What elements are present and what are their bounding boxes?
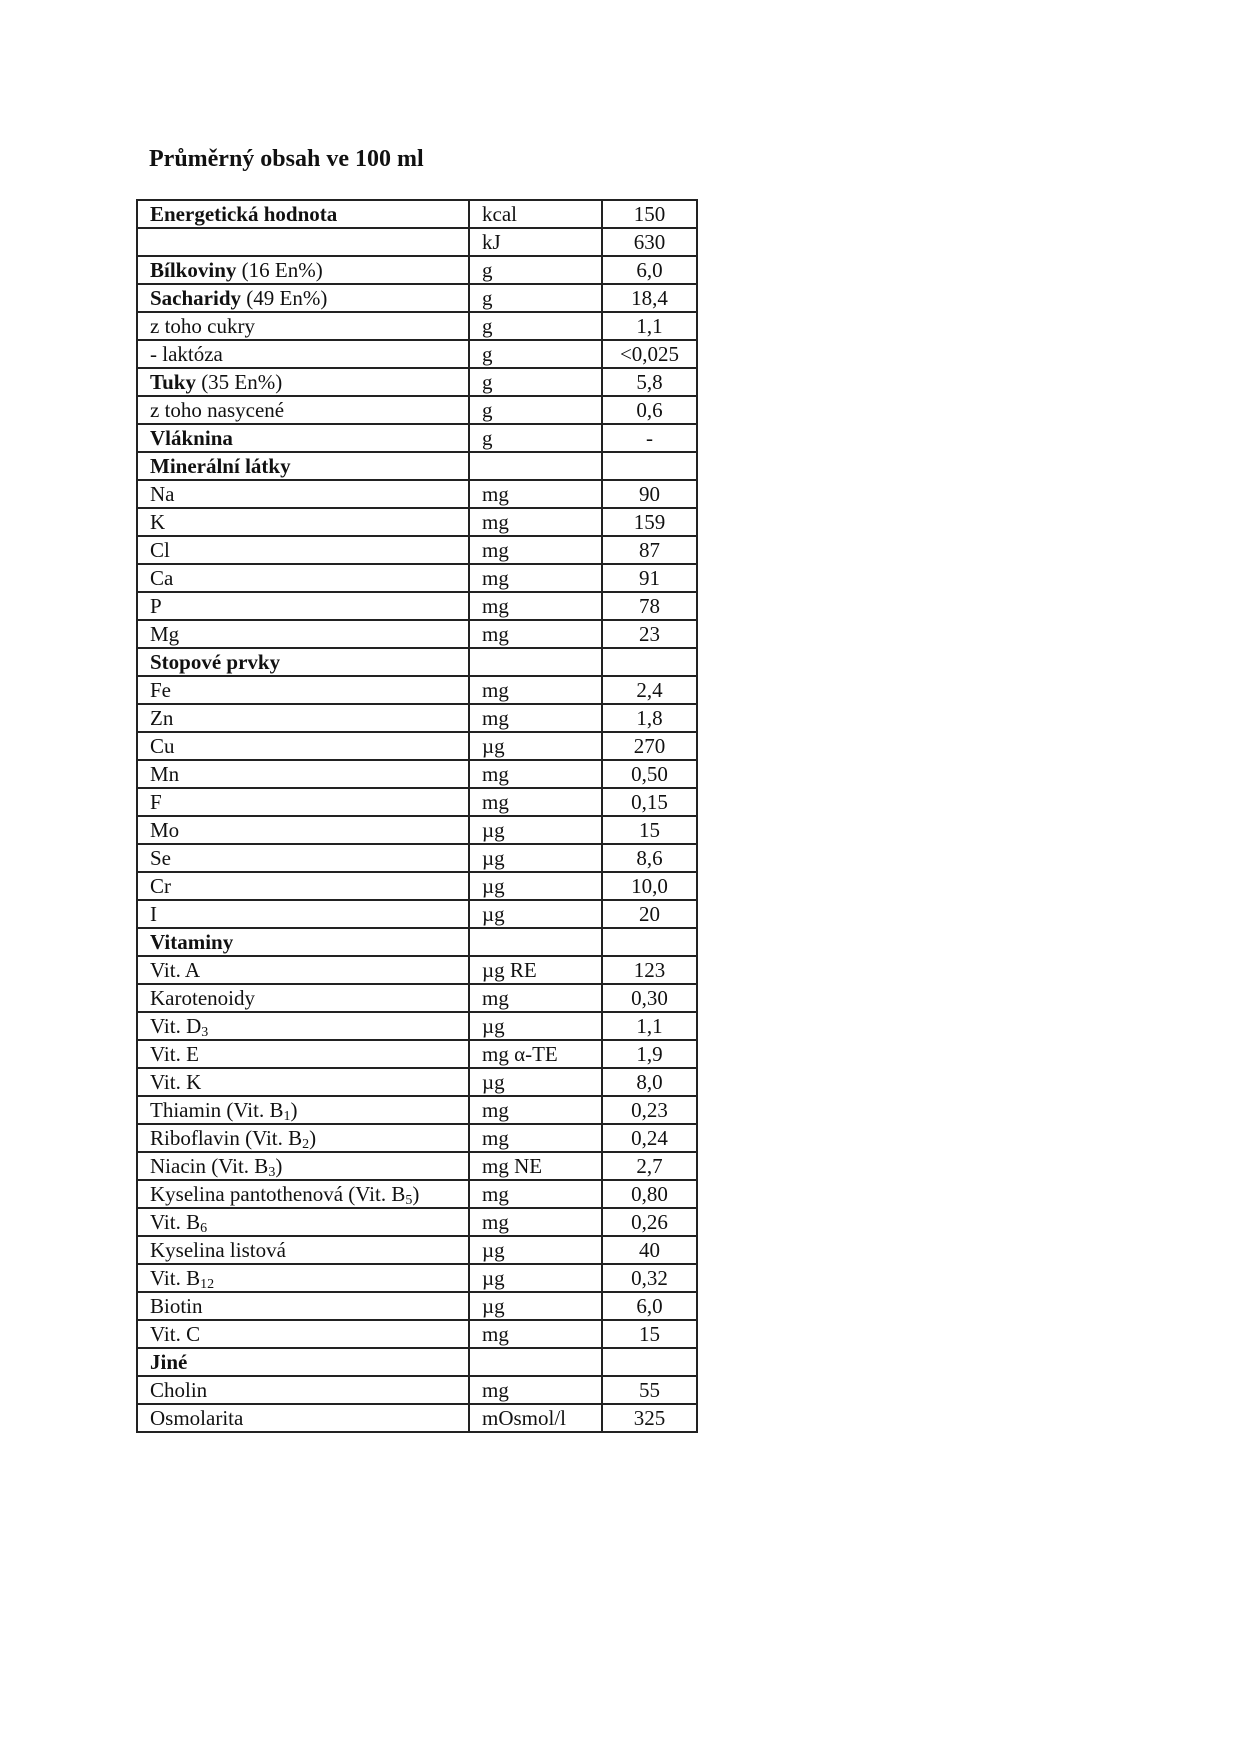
- value-cell: 15: [602, 816, 697, 844]
- value-cell: 90: [602, 480, 697, 508]
- page-title: Průměrný obsah ve 100 ml: [149, 146, 424, 172]
- subscript: 3: [201, 1025, 209, 1040]
- nutrient-name: z toho nasycené: [150, 398, 285, 422]
- closing-paren: ): [275, 1154, 283, 1178]
- nutrient-name: Vit. B: [150, 1266, 201, 1290]
- nutrient-name: z toho cukry: [150, 314, 255, 338]
- nutrient-name-cell: [137, 844, 469, 872]
- nutrient-name-cell: [137, 984, 469, 1012]
- table-row: [137, 340, 697, 368]
- unit-cell: µg: [469, 1292, 602, 1320]
- nutrient-name-cell: [137, 256, 469, 284]
- nutrient-name-cell: [137, 1012, 469, 1040]
- unit-cell: mg: [469, 564, 602, 592]
- closing-paren: ): [309, 1126, 317, 1150]
- value-cell: 18,4: [602, 284, 697, 312]
- value-cell: 0,23: [602, 1096, 697, 1124]
- table-row: [137, 200, 697, 228]
- nutrient-name-cell: [137, 1180, 469, 1208]
- nutrient-name-cell: [137, 452, 469, 480]
- value-cell: 8,6: [602, 844, 697, 872]
- nutrient-name: Cu: [150, 734, 175, 758]
- energy-note: (35 En%): [195, 370, 283, 394]
- unit-cell: mg: [469, 1096, 602, 1124]
- nutrient-name-cell: [137, 480, 469, 508]
- unit-cell: mg: [469, 620, 602, 648]
- closing-paren: ): [290, 1098, 298, 1122]
- table-row: [137, 228, 697, 256]
- table-row: [137, 452, 697, 480]
- value-cell: 0,26: [602, 1208, 697, 1236]
- unit-cell: µg: [469, 872, 602, 900]
- nutrient-name: Niacin (Vit. B: [150, 1154, 269, 1178]
- table-row: [137, 676, 697, 704]
- nutrient-name-cell: [137, 592, 469, 620]
- table-row: [137, 1208, 697, 1236]
- unit-cell: mg: [469, 704, 602, 732]
- nutrient-name-cell: [137, 1236, 469, 1264]
- table-row: [137, 480, 697, 508]
- unit-cell: g: [469, 256, 602, 284]
- value-cell: -: [602, 424, 697, 452]
- value-cell: [602, 1348, 697, 1376]
- table-row: [137, 1348, 697, 1376]
- unit-cell: [469, 452, 602, 480]
- value-cell: 270: [602, 732, 697, 760]
- unit-cell: µg: [469, 1236, 602, 1264]
- nutrient-name: Vit. E: [150, 1042, 199, 1066]
- table-row: [137, 844, 697, 872]
- nutrient-name: Vit. K: [150, 1070, 202, 1094]
- nutrient-name: Vit. B: [150, 1210, 201, 1234]
- nutrient-name-cell: [137, 1348, 469, 1376]
- value-cell: [602, 648, 697, 676]
- table-row: [137, 1236, 697, 1264]
- unit-cell: mg: [469, 1208, 602, 1236]
- nutrient-name: Ca: [150, 566, 174, 590]
- table-row: [137, 508, 697, 536]
- nutrient-name-cell: [137, 1292, 469, 1320]
- nutrient-name-cell: [137, 956, 469, 984]
- table-row: [137, 620, 697, 648]
- nutrient-name: Tuky: [150, 370, 196, 394]
- unit-cell: µg: [469, 1012, 602, 1040]
- value-cell: 1,1: [602, 312, 697, 340]
- nutrient-name: Stopové prvky: [150, 650, 281, 674]
- nutrient-name: Osmolarita: [150, 1406, 244, 1430]
- nutrient-name-cell: [137, 788, 469, 816]
- table-row: [137, 956, 697, 984]
- unit-cell: mg: [469, 1180, 602, 1208]
- unit-cell: mg: [469, 536, 602, 564]
- unit-cell: mg: [469, 1376, 602, 1404]
- nutrient-name-cell: [137, 732, 469, 760]
- value-cell: 2,4: [602, 676, 697, 704]
- unit-cell: mg NE: [469, 1152, 602, 1180]
- nutrient-name: Cl: [150, 538, 170, 562]
- closing-paren: ): [412, 1182, 420, 1206]
- nutrient-name: Se: [150, 846, 171, 870]
- nutrient-name-cell: [137, 900, 469, 928]
- nutrient-name: Minerální látky: [150, 454, 291, 478]
- nutrient-name-cell: [137, 200, 469, 228]
- table-row: [137, 900, 697, 928]
- table-row: [137, 284, 697, 312]
- unit-cell: mg: [469, 1124, 602, 1152]
- table-row: [137, 1264, 697, 1292]
- unit-cell: µg RE: [469, 956, 602, 984]
- table-row: [137, 788, 697, 816]
- value-cell: 2,7: [602, 1152, 697, 1180]
- nutrition-table: [136, 199, 698, 1433]
- unit-cell: mg: [469, 480, 602, 508]
- value-cell: 0,30: [602, 984, 697, 1012]
- value-cell: 23: [602, 620, 697, 648]
- unit-cell: mg: [469, 984, 602, 1012]
- nutrient-name: K: [150, 510, 166, 534]
- nutrient-name-cell: [137, 564, 469, 592]
- nutrient-name: Vláknina: [150, 426, 233, 450]
- nutrient-name-cell: [137, 1376, 469, 1404]
- table-row: [137, 1320, 697, 1348]
- table-row: [137, 424, 697, 452]
- nutrient-name: Vit. C: [150, 1322, 201, 1346]
- nutrient-name: Bílkoviny: [150, 258, 237, 282]
- value-cell: 150: [602, 200, 697, 228]
- value-cell: 123: [602, 956, 697, 984]
- unit-cell: [469, 928, 602, 956]
- nutrient-name: Karotenoidy: [150, 986, 255, 1010]
- nutrient-name-cell: [137, 1096, 469, 1124]
- table-row: [137, 256, 697, 284]
- nutrient-name-cell: [137, 312, 469, 340]
- nutrient-name-cell: [137, 648, 469, 676]
- nutrient-name: Mo: [150, 818, 180, 842]
- value-cell: 6,0: [602, 1292, 697, 1320]
- table-row: [137, 1292, 697, 1320]
- unit-cell: µg: [469, 844, 602, 872]
- nutrient-name: Biotin: [150, 1294, 203, 1318]
- nutrient-name: - laktóza: [150, 342, 223, 366]
- unit-cell: g: [469, 284, 602, 312]
- nutrient-name-cell: [137, 620, 469, 648]
- unit-cell: g: [469, 424, 602, 452]
- value-cell: 0,6: [602, 396, 697, 424]
- nutrient-name: P: [150, 594, 162, 618]
- unit-cell: kJ: [469, 228, 602, 256]
- unit-cell: mg: [469, 788, 602, 816]
- nutrient-name-cell: [137, 368, 469, 396]
- table-row: [137, 536, 697, 564]
- value-cell: 0,24: [602, 1124, 697, 1152]
- unit-cell: [469, 1348, 602, 1376]
- table-row: [137, 1404, 697, 1432]
- table-row: [137, 984, 697, 1012]
- unit-cell: mg: [469, 760, 602, 788]
- nutrient-name: F: [150, 790, 162, 814]
- table-row: [137, 928, 697, 956]
- value-cell: 1,8: [602, 704, 697, 732]
- unit-cell: [469, 648, 602, 676]
- value-cell: 78: [602, 592, 697, 620]
- nutrient-name-cell: [137, 1040, 469, 1068]
- unit-cell: mg α-TE: [469, 1040, 602, 1068]
- nutrient-name-cell: [137, 760, 469, 788]
- table-row: [137, 1040, 697, 1068]
- value-cell: 87: [602, 536, 697, 564]
- unit-cell: µg: [469, 1068, 602, 1096]
- value-cell: 0,80: [602, 1180, 697, 1208]
- nutrient-name: Thiamin (Vit. B: [150, 1098, 284, 1122]
- unit-cell: mg: [469, 1320, 602, 1348]
- subscript: 12: [200, 1277, 215, 1292]
- table-row: [137, 704, 697, 732]
- nutrient-name-cell: [137, 228, 469, 256]
- nutrient-name: Cr: [150, 874, 171, 898]
- table-row: [137, 1012, 697, 1040]
- nutrient-name-cell: [137, 1264, 469, 1292]
- unit-cell: g: [469, 396, 602, 424]
- value-cell: 0,50: [602, 760, 697, 788]
- table-row: [137, 592, 697, 620]
- value-cell: [602, 452, 697, 480]
- nutrient-name-cell: [137, 1124, 469, 1152]
- unit-cell: g: [469, 340, 602, 368]
- table-row: [137, 564, 697, 592]
- table-row: [137, 312, 697, 340]
- table-row: [137, 1180, 697, 1208]
- subscript: 1: [283, 1109, 291, 1124]
- unit-cell: g: [469, 368, 602, 396]
- table-row: [137, 648, 697, 676]
- value-cell: 91: [602, 564, 697, 592]
- nutrient-name-cell: [137, 1152, 469, 1180]
- value-cell: 15: [602, 1320, 697, 1348]
- subscript: 2: [302, 1137, 310, 1152]
- value-cell: 40: [602, 1236, 697, 1264]
- energy-note: (49 En%): [241, 286, 328, 310]
- nutrient-name-cell: [137, 340, 469, 368]
- nutrient-name: I: [150, 902, 157, 926]
- table-row: [137, 368, 697, 396]
- value-cell: 0,15: [602, 788, 697, 816]
- subscript: 6: [200, 1221, 208, 1236]
- nutrient-name: Vitaminy: [150, 930, 234, 954]
- nutrient-name: Energetická hodnota: [150, 202, 338, 226]
- unit-cell: mg: [469, 676, 602, 704]
- table-row: [137, 1124, 697, 1152]
- subscript: 3: [268, 1165, 276, 1180]
- nutrient-name-cell: [137, 676, 469, 704]
- unit-cell: mg: [469, 508, 602, 536]
- unit-cell: µg: [469, 1264, 602, 1292]
- value-cell: 55: [602, 1376, 697, 1404]
- nutrient-name-cell: [137, 1208, 469, 1236]
- value-cell: <0,025: [602, 340, 697, 368]
- nutrient-name: Fe: [150, 678, 171, 702]
- nutrient-name: Vit. A: [150, 958, 201, 982]
- value-cell: [602, 928, 697, 956]
- table-row: [137, 732, 697, 760]
- unit-cell: mOsmol/l: [469, 1404, 602, 1432]
- nutrient-name-cell: [137, 284, 469, 312]
- value-cell: 5,8: [602, 368, 697, 396]
- nutrient-name-cell: [137, 508, 469, 536]
- unit-cell: µg: [469, 900, 602, 928]
- unit-cell: kcal: [469, 200, 602, 228]
- unit-cell: µg: [469, 732, 602, 760]
- nutrient-name-cell: [137, 424, 469, 452]
- value-cell: 10,0: [602, 872, 697, 900]
- value-cell: 1,1: [602, 1012, 697, 1040]
- nutrient-name: Jiné: [150, 1350, 188, 1374]
- table-row: [137, 816, 697, 844]
- nutrient-name: Kyselina pantothenová (Vit. B: [150, 1182, 406, 1206]
- table-row: [137, 1068, 697, 1096]
- nutrient-name: Kyselina listová: [150, 1238, 286, 1262]
- table-row: [137, 760, 697, 788]
- nutrient-name: Na: [150, 482, 175, 506]
- value-cell: 20: [602, 900, 697, 928]
- table-row: [137, 1096, 697, 1124]
- table-row: [137, 396, 697, 424]
- nutrient-name: Cholin: [150, 1378, 208, 1402]
- nutrient-name-cell: [137, 872, 469, 900]
- nutrient-name: Sacharidy: [150, 286, 242, 310]
- unit-cell: g: [469, 312, 602, 340]
- nutrient-name-cell: [137, 396, 469, 424]
- nutrient-name: Riboflavin (Vit. B: [150, 1126, 303, 1150]
- unit-cell: mg: [469, 592, 602, 620]
- table-row: [137, 1376, 697, 1404]
- value-cell: 8,0: [602, 1068, 697, 1096]
- value-cell: 630: [602, 228, 697, 256]
- nutrient-name: Vit. D: [150, 1014, 202, 1038]
- table-row: [137, 1152, 697, 1180]
- nutrient-name: Zn: [150, 706, 174, 730]
- nutrient-name-cell: [137, 704, 469, 732]
- value-cell: 159: [602, 508, 697, 536]
- nutrient-name: Mg: [150, 622, 180, 646]
- table-row: [137, 872, 697, 900]
- unit-cell: µg: [469, 816, 602, 844]
- nutrient-name: Mn: [150, 762, 180, 786]
- nutrient-name-cell: [137, 928, 469, 956]
- value-cell: 0,32: [602, 1264, 697, 1292]
- subscript: 5: [405, 1193, 413, 1208]
- nutrient-name-cell: [137, 1404, 469, 1432]
- nutrient-name-cell: [137, 536, 469, 564]
- value-cell: 1,9: [602, 1040, 697, 1068]
- value-cell: 6,0: [602, 256, 697, 284]
- nutrient-name-cell: [137, 1068, 469, 1096]
- nutrient-name-cell: [137, 816, 469, 844]
- nutrient-name-cell: [137, 1320, 469, 1348]
- energy-note: (16 En%): [236, 258, 323, 282]
- value-cell: 325: [602, 1404, 697, 1432]
